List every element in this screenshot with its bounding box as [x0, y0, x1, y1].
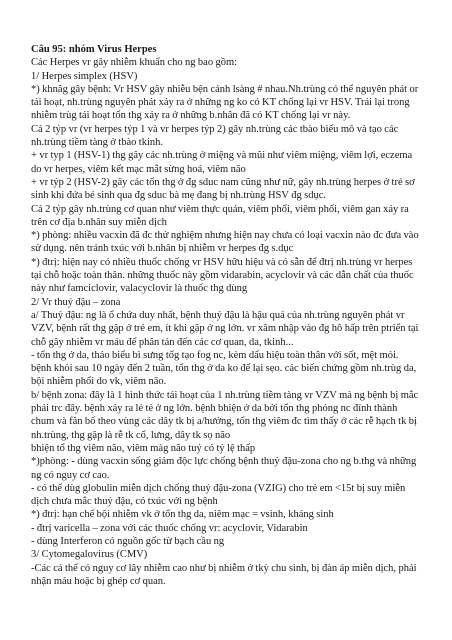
section-heading-cmv: 3/ Cytomegalovirus (CMV) — [31, 549, 148, 561]
question-heading: Câu 95: nhóm Virus Herpes — [31, 44, 157, 55]
text-paragraph: -Các cá thể có nguy cơ lây nhiễm cao như bị nhiễm ở tkỳ chu sinh, bị đàn áp miễn dịch, phải nhận máu hoặc bị ghép cơ quan. — [31, 562, 417, 587]
text-line: *) đtrị: hạn chế bội nhiễm vk ở tổn thg da, niêm mạc = vsinh, kháng sinh — [31, 509, 334, 521]
text-paragraph: - có thể dùg globulin miễn dịch chống thuỷ đậu-zona (VZIG) cho trẻ em <15t bị suy miễn dịch chưa mắc thuỷ đậu, có txúc với ng bệnh — [31, 482, 406, 508]
text-line: Các Herpes vr gây nhiễm khuẩn cho ng bao gồm: — [31, 57, 238, 69]
document-body — [31, 56, 421, 588]
section-heading-hsv: 1/ Herpes simplex (HSV) — [31, 70, 138, 82]
text-paragraph: a/ Thuỷ đậu: ng là ổ chứa duy nhất, bệnh thuỷ đậu là hậu quả của nh.trùng nguyên phát vr VZV, bệnh rất thg gặp ở trẻ em, ít khi gặp ở ng lớn. vr xâm nhập vào đg hô hấp trên ptriển tại chỗ gây nhiễm vr máu để phân tán đến các cơ quan, da, tkinh... — [31, 309, 419, 348]
text-paragraph: Cả 2 týp vr (vr herpes týp 1 và vr herpes týp 2) gây nh.trùng các tbào biểu mô và tạo các nh.trùng tiềm tàng ở tbào tkinh. — [31, 123, 399, 149]
text-paragraph: *) khnăg gây bệnh: Vr HSV gây nhiễu bện cảnh lsàng # nhau.Nh.trùng có thể nguyên phát or tái hoạt, nh.trùng nguyên phát xảy ra ở những ng ko có KT chống lại vr HSV. Trái lại trong nhiễm trùg tái hoạt tổn thg xảy ra ở những b.nhân đã có KT chống lại vr này. — [31, 83, 419, 122]
text-paragraph: - tổn thg ở da, thảo biểu bì sưng tổg tạo fog nc, kèm dấu hiệu toàn thân với sốt, mệt mỏi. bệnh khỏi sau 10 ngày đến 2 tuần, tổn thg ở da ko để lại sẹo. các biến chứng gồm nh.trùg da, bội nhiễm phổi do vk, viêm não. — [31, 349, 417, 388]
text-paragraph: Cả 2 týp gây nh.trùng cơ quan như viêm thực quản, viêm phổi, viêm phổi, viêm gan xảy ra trên cơ địa b.nhân suy miễn dịch — [31, 203, 409, 228]
text-line: - dùng Interferon có nguồn gốc từ bạch cầu ng — [31, 535, 225, 547]
text-paragraph: *)phòng: - dùng vacxin sống giảm độc lực chống bệnh thuỷ đậu-zona cho ng b.thg và những ng có nguy cơ cao. — [31, 456, 417, 481]
text-paragraph: + vr typ 1 (HSV-1) thg gây các nh.trùng ở miệng và mũi như viêm miệng, viêm lợi, eczema do vr herpes, viêm kết mạc mắt sừng hoá, viêm não — [31, 150, 413, 175]
text-paragraph: b/ bệnh zona: đây là 1 hình thức tái hoạt của 1 nh.trùng tiềm tàng vr VZV mà ng bệnh bị mắc phải trc đây. bệnh xảy ra lẻ tẻ ở ng lớn. bệnh bhiện ở da bởi tổn thg phỏng nc đính thành chum và fân bố theo vùng các dây tk bị a/hưởng, tổn thg viêm đc tìm thấy ở các rễ hạch tk bị nh.trùng, thg gặp là rễ tk cổ, lưng, dây tk sọ não — [31, 389, 419, 441]
text-line: - đtrị varicella – zona với các thuốc chống vr: acyclovir, Vidarabin — [31, 522, 308, 534]
section-heading-vzv: 2/ Vr thuỷ đậu – zona — [31, 296, 121, 308]
text-paragraph: + vr týp 2 (HSV-2) gây các tổn thg ở đg sduc nam cũng như nữ, gây nh.trùng herpes ở trẻ sơ sinh khi đứa bé sinh qua đg sduc bà mẹ đang bị nh.trùng HSV đg sdục. — [31, 176, 415, 202]
text-paragraph: *) phòng: nhiều vacxin đã đc thử nghiệm nhưng hiện nay chưa có loại vacxin nào đc đưa vào sử dụng. nên tránh txúc với b.nhân bị nhiễm vr herpes đg s.dục — [31, 230, 419, 255]
text-paragraph: *) đtrị: hiện nay có nhiều thuốc chống vr HSV hữu hiệu và có sẵn để đtrị nh.trùng vr herpes tại chỗ hoặc toàn thân. những thuốc này gồm vidarabin, acyclovir và các dẫn chất của thuốc này như famciclovir, valacyclovir là thuốc thg dùng — [31, 256, 414, 295]
text-line: bhiện tổ thg viêm não, viêm màg não tuỷ có tỷ lệ thấp — [31, 442, 256, 454]
